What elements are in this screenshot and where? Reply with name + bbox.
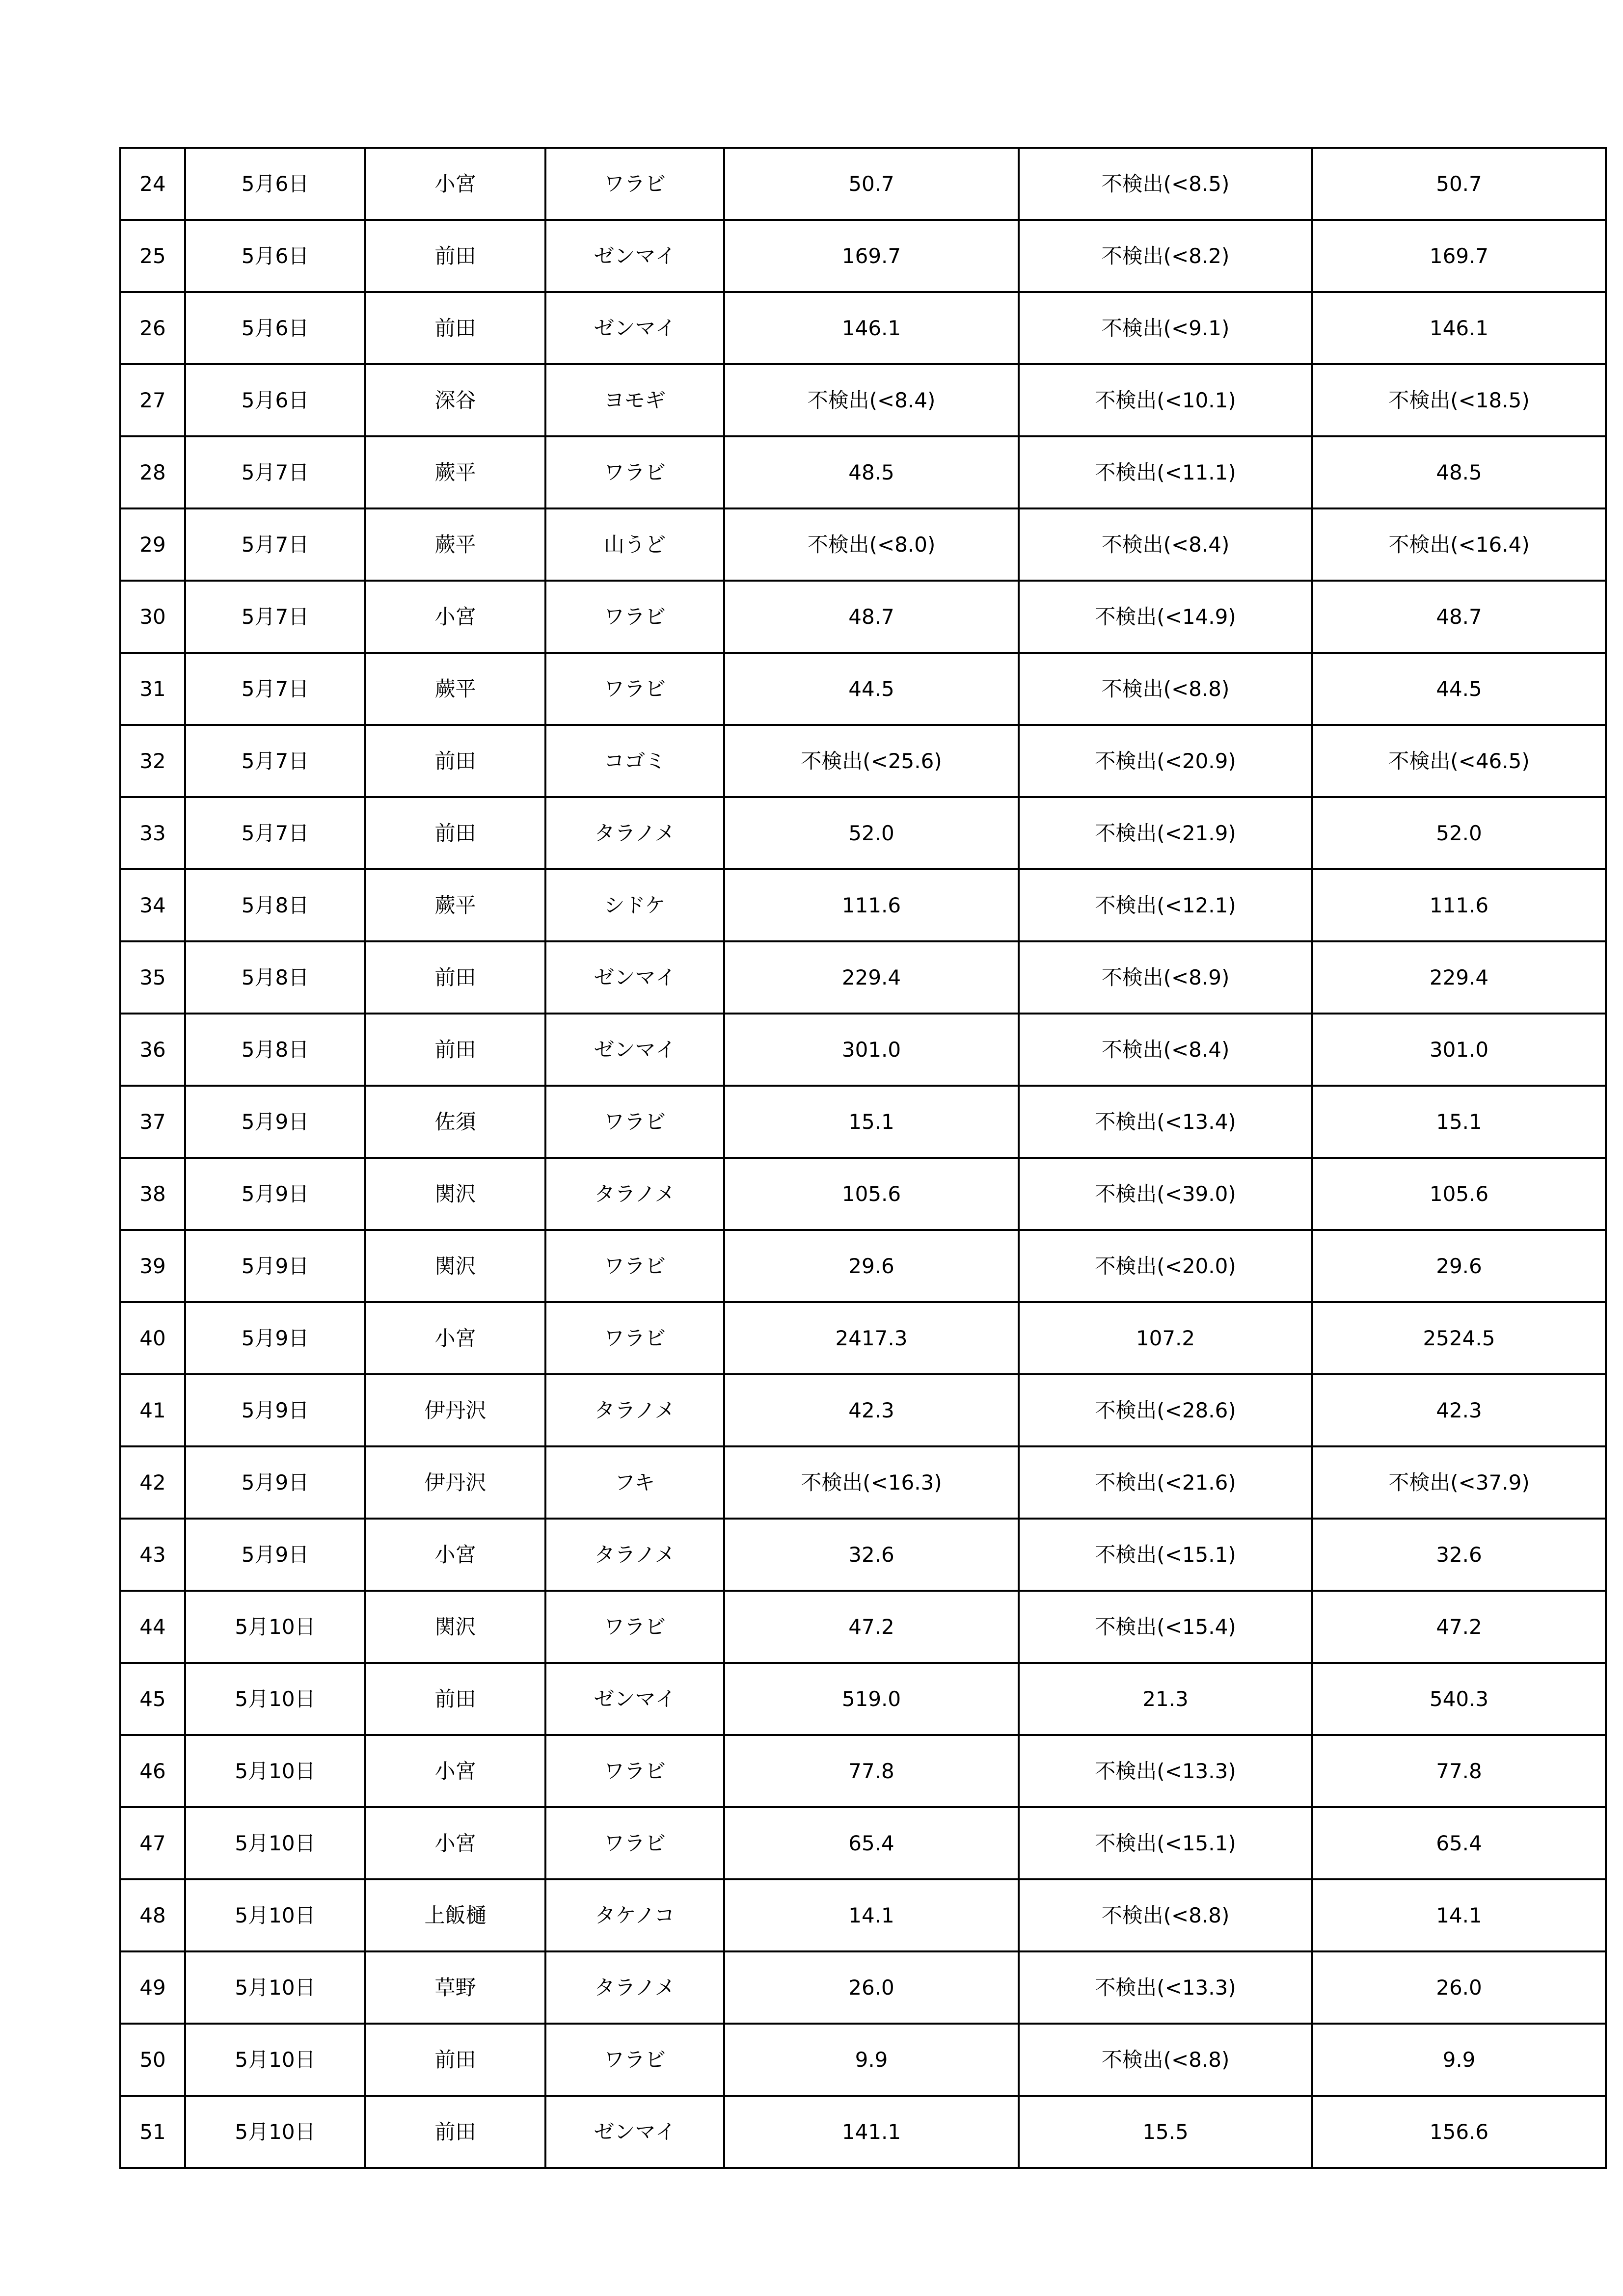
item-cell: ワラビ (545, 1591, 724, 1663)
item-cell: ワラビ (545, 1807, 724, 1879)
table-row (120, 1879, 1606, 1951)
date-cell: 5月7日 (185, 581, 365, 653)
total-cell: 44.5 (1312, 653, 1606, 725)
location-cell: 小宮 (365, 1735, 545, 1807)
location-cell: 小宮 (365, 1807, 545, 1879)
row-number-cell: 46 (120, 1735, 185, 1807)
row-number-cell: 42 (120, 1446, 185, 1519)
location-cell: 伊丹沢 (365, 1374, 545, 1446)
location-cell: 蕨平 (365, 869, 545, 941)
value-b-cell: 不検出(<8.8) (1019, 2024, 1312, 2096)
total-cell: 15.1 (1312, 1086, 1606, 1158)
item-cell: タラノメ (545, 797, 724, 869)
value-a-cell: 77.8 (724, 1735, 1019, 1807)
date-cell: 5月10日 (185, 2024, 365, 2096)
location-cell: 伊丹沢 (365, 1446, 545, 1519)
value-b-cell: 不検出(<10.1) (1019, 364, 1312, 436)
value-a-cell: 42.3 (724, 1374, 1019, 1446)
item-cell: コゴミ (545, 725, 724, 797)
location-cell: 前田 (365, 292, 545, 364)
table-row (120, 1663, 1606, 1735)
table-row (120, 292, 1606, 364)
total-cell: 32.6 (1312, 1519, 1606, 1591)
row-number-cell: 47 (120, 1807, 185, 1879)
location-cell: 蕨平 (365, 436, 545, 508)
location-cell: 前田 (365, 725, 545, 797)
item-cell: タケノコ (545, 1879, 724, 1951)
item-cell: ワラビ (545, 1230, 724, 1302)
row-number-cell: 33 (120, 797, 185, 869)
table-row (120, 1519, 1606, 1591)
table-row (120, 220, 1606, 292)
total-cell: 48.5 (1312, 436, 1606, 508)
row-number-cell: 32 (120, 725, 185, 797)
row-number-cell: 49 (120, 1951, 185, 2024)
item-cell: ゼンマイ (545, 1014, 724, 1086)
value-b-cell: 21.3 (1019, 1663, 1312, 1735)
total-cell: 2524.5 (1312, 1302, 1606, 1374)
total-cell: 26.0 (1312, 1951, 1606, 2024)
location-cell: 関沢 (365, 1591, 545, 1663)
date-cell: 5月7日 (185, 508, 365, 581)
value-a-cell: 229.4 (724, 941, 1019, 1014)
row-number-cell: 31 (120, 653, 185, 725)
value-b-cell: 不検出(<11.1) (1019, 436, 1312, 508)
total-cell: 52.0 (1312, 797, 1606, 869)
value-a-cell: 14.1 (724, 1879, 1019, 1951)
location-cell: 関沢 (365, 1230, 545, 1302)
value-a-cell: 301.0 (724, 1014, 1019, 1086)
total-cell: 不検出(<18.5) (1312, 364, 1606, 436)
total-cell: 146.1 (1312, 292, 1606, 364)
value-b-cell: 不検出(<8.4) (1019, 508, 1312, 581)
row-number-cell: 28 (120, 436, 185, 508)
location-cell: 前田 (365, 2096, 545, 2168)
results-table (119, 147, 1607, 2169)
date-cell: 5月10日 (185, 1663, 365, 1735)
date-cell: 5月9日 (185, 1158, 365, 1230)
value-b-cell: 不検出(<8.8) (1019, 653, 1312, 725)
item-cell: タラノメ (545, 1951, 724, 2024)
item-cell: ワラビ (545, 1735, 724, 1807)
row-number-cell: 43 (120, 1519, 185, 1591)
location-cell: 前田 (365, 797, 545, 869)
value-a-cell: 不検出(<8.0) (724, 508, 1019, 581)
item-cell: フキ (545, 1446, 724, 1519)
value-b-cell: 15.5 (1019, 2096, 1312, 2168)
total-cell: 111.6 (1312, 869, 1606, 941)
table-row (120, 725, 1606, 797)
value-b-cell: 不検出(<13.3) (1019, 1951, 1312, 2024)
table-row (120, 1807, 1606, 1879)
value-a-cell: 9.9 (724, 2024, 1019, 2096)
table-row (120, 869, 1606, 941)
date-cell: 5月10日 (185, 1879, 365, 1951)
item-cell: タラノメ (545, 1374, 724, 1446)
table-row (120, 148, 1606, 220)
row-number-cell: 30 (120, 581, 185, 653)
location-cell: 小宮 (365, 1302, 545, 1374)
total-cell: 48.7 (1312, 581, 1606, 653)
value-a-cell: 2417.3 (724, 1302, 1019, 1374)
date-cell: 5月8日 (185, 869, 365, 941)
total-cell: 105.6 (1312, 1158, 1606, 1230)
date-cell: 5月9日 (185, 1302, 365, 1374)
item-cell: ワラビ (545, 436, 724, 508)
value-a-cell: 不検出(<8.4) (724, 364, 1019, 436)
value-b-cell: 不検出(<20.9) (1019, 725, 1312, 797)
total-cell: 42.3 (1312, 1374, 1606, 1446)
total-cell: 50.7 (1312, 148, 1606, 220)
row-number-cell: 50 (120, 2024, 185, 2096)
table-row (120, 436, 1606, 508)
row-number-cell: 36 (120, 1014, 185, 1086)
row-number-cell: 29 (120, 508, 185, 581)
date-cell: 5月6日 (185, 148, 365, 220)
row-number-cell: 24 (120, 148, 185, 220)
value-b-cell: 不検出(<9.1) (1019, 292, 1312, 364)
value-a-cell: 47.2 (724, 1591, 1019, 1663)
date-cell: 5月10日 (185, 2096, 365, 2168)
row-number-cell: 26 (120, 292, 185, 364)
table-row (120, 1230, 1606, 1302)
value-b-cell: 不検出(<14.9) (1019, 581, 1312, 653)
value-b-cell: 不検出(<20.0) (1019, 1230, 1312, 1302)
table-row (120, 1591, 1606, 1663)
value-b-cell: 不検出(<39.0) (1019, 1158, 1312, 1230)
row-number-cell: 40 (120, 1302, 185, 1374)
total-cell: 156.6 (1312, 2096, 1606, 2168)
value-b-cell: 不検出(<8.2) (1019, 220, 1312, 292)
item-cell: タラノメ (545, 1519, 724, 1591)
item-cell: ワラビ (545, 1086, 724, 1158)
date-cell: 5月9日 (185, 1446, 365, 1519)
date-cell: 5月8日 (185, 1014, 365, 1086)
table-row (120, 2024, 1606, 2096)
table-row (120, 2096, 1606, 2168)
location-cell: 草野 (365, 1951, 545, 2024)
value-b-cell: 不検出(<8.4) (1019, 1014, 1312, 1086)
row-number-cell: 25 (120, 220, 185, 292)
date-cell: 5月7日 (185, 436, 365, 508)
item-cell: 山うど (545, 508, 724, 581)
table-row (120, 653, 1606, 725)
location-cell: 深谷 (365, 364, 545, 436)
row-number-cell: 34 (120, 869, 185, 941)
location-cell: 前田 (365, 1663, 545, 1735)
total-cell: 47.2 (1312, 1591, 1606, 1663)
value-b-cell: 不検出(<12.1) (1019, 869, 1312, 941)
value-b-cell: 不検出(<8.8) (1019, 1879, 1312, 1951)
row-number-cell: 51 (120, 2096, 185, 2168)
total-cell: 229.4 (1312, 941, 1606, 1014)
row-number-cell: 38 (120, 1158, 185, 1230)
value-b-cell: 不検出(<21.6) (1019, 1446, 1312, 1519)
total-cell: 不検出(<37.9) (1312, 1446, 1606, 1519)
value-b-cell: 不検出(<8.9) (1019, 941, 1312, 1014)
value-a-cell: 26.0 (724, 1951, 1019, 2024)
date-cell: 5月9日 (185, 1374, 365, 1446)
location-cell: 前田 (365, 941, 545, 1014)
total-cell: 14.1 (1312, 1879, 1606, 1951)
item-cell: タラノメ (545, 1158, 724, 1230)
total-cell: 169.7 (1312, 220, 1606, 292)
location-cell: 蕨平 (365, 508, 545, 581)
value-a-cell: 32.6 (724, 1519, 1019, 1591)
table-row (120, 508, 1606, 581)
date-cell: 5月7日 (185, 797, 365, 869)
value-b-cell: 不検出(<13.4) (1019, 1086, 1312, 1158)
item-cell: ゼンマイ (545, 220, 724, 292)
value-a-cell: 50.7 (724, 148, 1019, 220)
total-cell: 不検出(<16.4) (1312, 508, 1606, 581)
date-cell: 5月10日 (185, 1951, 365, 2024)
value-a-cell: 105.6 (724, 1158, 1019, 1230)
value-b-cell: 不検出(<15.1) (1019, 1519, 1312, 1591)
location-cell: 蕨平 (365, 653, 545, 725)
table-row (120, 1014, 1606, 1086)
value-a-cell: 29.6 (724, 1230, 1019, 1302)
item-cell: ワラビ (545, 148, 724, 220)
date-cell: 5月7日 (185, 653, 365, 725)
table-row (120, 797, 1606, 869)
table-row (120, 1374, 1606, 1446)
item-cell: ゼンマイ (545, 1663, 724, 1735)
date-cell: 5月6日 (185, 220, 365, 292)
date-cell: 5月6日 (185, 364, 365, 436)
total-cell: 9.9 (1312, 2024, 1606, 2096)
value-a-cell: 不検出(<25.6) (724, 725, 1019, 797)
item-cell: ワラビ (545, 653, 724, 725)
total-cell: 301.0 (1312, 1014, 1606, 1086)
table-row (120, 1302, 1606, 1374)
value-a-cell: 65.4 (724, 1807, 1019, 1879)
total-cell: 29.6 (1312, 1230, 1606, 1302)
value-a-cell: 146.1 (724, 292, 1019, 364)
date-cell: 5月10日 (185, 1735, 365, 1807)
row-number-cell: 37 (120, 1086, 185, 1158)
value-a-cell: 519.0 (724, 1663, 1019, 1735)
item-cell: ゼンマイ (545, 292, 724, 364)
table-body (120, 148, 1606, 2168)
location-cell: 前田 (365, 220, 545, 292)
value-b-cell: 不検出(<15.4) (1019, 1591, 1312, 1663)
value-b-cell: 不検出(<13.3) (1019, 1735, 1312, 1807)
table-row (120, 1446, 1606, 1519)
table-row (120, 1735, 1606, 1807)
date-cell: 5月7日 (185, 725, 365, 797)
item-cell: ワラビ (545, 1302, 724, 1374)
location-cell: 関沢 (365, 1158, 545, 1230)
table-row (120, 1158, 1606, 1230)
total-cell: 540.3 (1312, 1663, 1606, 1735)
row-number-cell: 48 (120, 1879, 185, 1951)
table-row (120, 941, 1606, 1014)
value-a-cell: 48.7 (724, 581, 1019, 653)
item-cell: シドケ (545, 869, 724, 941)
row-number-cell: 35 (120, 941, 185, 1014)
row-number-cell: 44 (120, 1591, 185, 1663)
date-cell: 5月9日 (185, 1086, 365, 1158)
value-b-cell: 107.2 (1019, 1302, 1312, 1374)
row-number-cell: 39 (120, 1230, 185, 1302)
item-cell: ワラビ (545, 581, 724, 653)
total-cell: 77.8 (1312, 1735, 1606, 1807)
value-b-cell: 不検出(<15.1) (1019, 1807, 1312, 1879)
location-cell: 小宮 (365, 1519, 545, 1591)
table-row (120, 364, 1606, 436)
item-cell: ワラビ (545, 2024, 724, 2096)
total-cell: 不検出(<46.5) (1312, 725, 1606, 797)
row-number-cell: 27 (120, 364, 185, 436)
table-row (120, 581, 1606, 653)
item-cell: ヨモギ (545, 364, 724, 436)
table-row (120, 1951, 1606, 2024)
value-a-cell: 48.5 (724, 436, 1019, 508)
value-a-cell: 169.7 (724, 220, 1019, 292)
location-cell: 小宮 (365, 148, 545, 220)
date-cell: 5月9日 (185, 1519, 365, 1591)
date-cell: 5月9日 (185, 1230, 365, 1302)
value-a-cell: 111.6 (724, 869, 1019, 941)
value-b-cell: 不検出(<21.9) (1019, 797, 1312, 869)
date-cell: 5月10日 (185, 1807, 365, 1879)
item-cell: ゼンマイ (545, 941, 724, 1014)
value-a-cell: 不検出(<16.3) (724, 1446, 1019, 1519)
total-cell: 65.4 (1312, 1807, 1606, 1879)
date-cell: 5月10日 (185, 1591, 365, 1663)
location-cell: 前田 (365, 2024, 545, 2096)
location-cell: 佐須 (365, 1086, 545, 1158)
item-cell: ゼンマイ (545, 2096, 724, 2168)
row-number-cell: 45 (120, 1663, 185, 1735)
value-b-cell: 不検出(<8.5) (1019, 148, 1312, 220)
date-cell: 5月8日 (185, 941, 365, 1014)
value-a-cell: 44.5 (724, 653, 1019, 725)
value-b-cell: 不検出(<28.6) (1019, 1374, 1312, 1446)
date-cell: 5月6日 (185, 292, 365, 364)
table-row (120, 1086, 1606, 1158)
location-cell: 小宮 (365, 581, 545, 653)
row-number-cell: 41 (120, 1374, 185, 1446)
location-cell: 前田 (365, 1014, 545, 1086)
value-a-cell: 141.1 (724, 2096, 1019, 2168)
value-a-cell: 52.0 (724, 797, 1019, 869)
location-cell: 上飯樋 (365, 1879, 545, 1951)
value-a-cell: 15.1 (724, 1086, 1019, 1158)
